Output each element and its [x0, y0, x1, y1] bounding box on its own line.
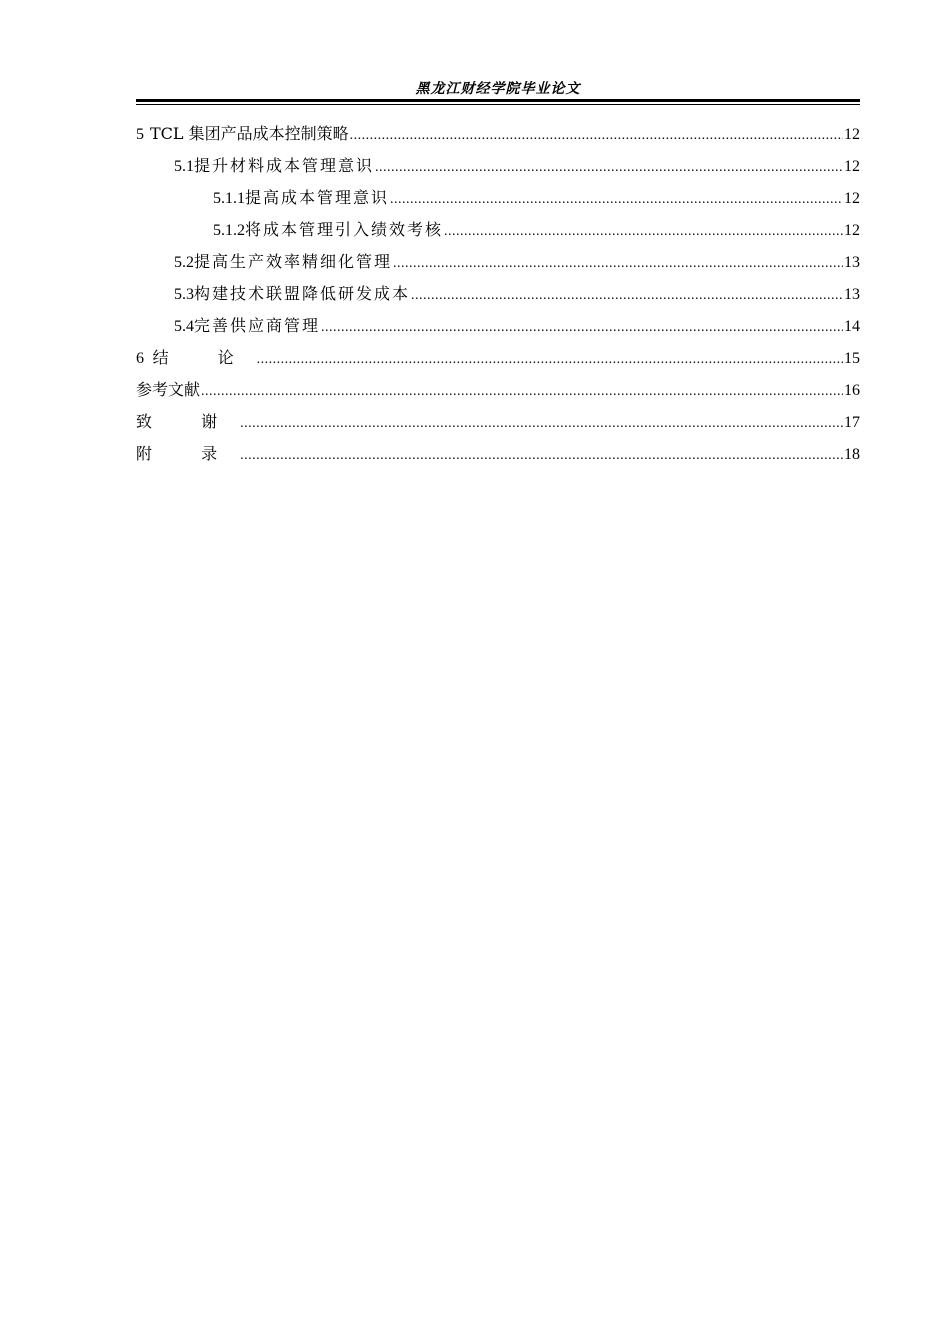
toc-entry-number: 5.4 [174, 318, 194, 335]
toc-entry-number: 5.2 [174, 254, 194, 271]
toc-entry-title: 构建技术联盟降低研发成本 [194, 284, 411, 303]
toc-entry-page: 17 [844, 414, 860, 431]
toc-entry-page: 14 [844, 318, 860, 335]
toc-dot-leader [350, 124, 843, 148]
toc-entry-5-2[interactable] [136, 250, 860, 282]
toc-entry-5[interactable] [136, 122, 860, 154]
toc-entry-references[interactable] [136, 378, 860, 410]
toc-dot-leader [257, 348, 843, 372]
toc-entry-title: TCL 集团产品成本控制策略 [149, 124, 349, 143]
toc-dot-leader [411, 284, 843, 308]
toc-entry-number: 5.3 [174, 286, 194, 303]
toc-entry-number: 5 [136, 126, 144, 143]
toc-dot-leader [375, 156, 843, 180]
toc-entry-title: 附 录 [136, 444, 240, 463]
toc-dot-leader [444, 220, 843, 244]
toc-entry-title: 致 谢 [136, 412, 240, 431]
toc-entry-appendix[interactable] [136, 442, 860, 474]
toc-entry-title: 提升材料成本管理意识 [194, 156, 375, 175]
toc-entry-number: 5.1 [174, 158, 194, 175]
toc-entry-number: 5.1.2 [213, 222, 245, 239]
toc-entry-page: 15 [844, 350, 860, 367]
toc-entry-page: 13 [844, 254, 860, 271]
toc-dot-leader [390, 188, 843, 212]
toc-entry-acknowledgements[interactable] [136, 410, 860, 442]
toc-entry-page: 12 [844, 158, 860, 175]
header-title: 黑龙江财经学院毕业论文 [415, 81, 581, 97]
header-rule-thin [136, 104, 860, 105]
toc-entry-title: 提高生产效率精细化管理 [194, 252, 393, 271]
toc-dot-leader [240, 444, 843, 468]
toc-dot-leader [240, 412, 843, 436]
toc-entry-5-1-1[interactable] [136, 186, 860, 218]
toc-entry-title: 完善供应商管理 [194, 316, 321, 335]
toc-entry-title: 参考文献 [136, 380, 201, 399]
toc-entry-5-1[interactable] [136, 154, 860, 186]
toc-entry-title: 提高成本管理意识 [245, 188, 390, 207]
table-of-contents [136, 122, 860, 474]
toc-entry-title: 结 论 [152, 348, 256, 367]
toc-entry-page: 12 [844, 222, 860, 239]
toc-entry-page: 16 [844, 382, 860, 399]
toc-entry-page: 13 [844, 286, 860, 303]
toc-entry-number: 5.1.1 [213, 190, 245, 207]
toc-dot-leader [393, 252, 843, 276]
toc-entry-page: 12 [844, 190, 860, 207]
toc-entry-6[interactable] [136, 346, 860, 378]
toc-dot-leader [321, 316, 843, 340]
toc-dot-leader [201, 380, 843, 404]
toc-entry-number: 6 [136, 350, 144, 367]
toc-entry-page: 18 [844, 446, 860, 463]
toc-entry-5-3[interactable] [136, 282, 860, 314]
header-rule-thick [136, 99, 860, 102]
toc-entry-5-1-2[interactable] [136, 218, 860, 250]
toc-entry-page: 12 [844, 126, 860, 143]
toc-entry-title: 将成本管理引入绩效考核 [245, 220, 444, 239]
toc-entry-5-4[interactable] [136, 314, 860, 346]
